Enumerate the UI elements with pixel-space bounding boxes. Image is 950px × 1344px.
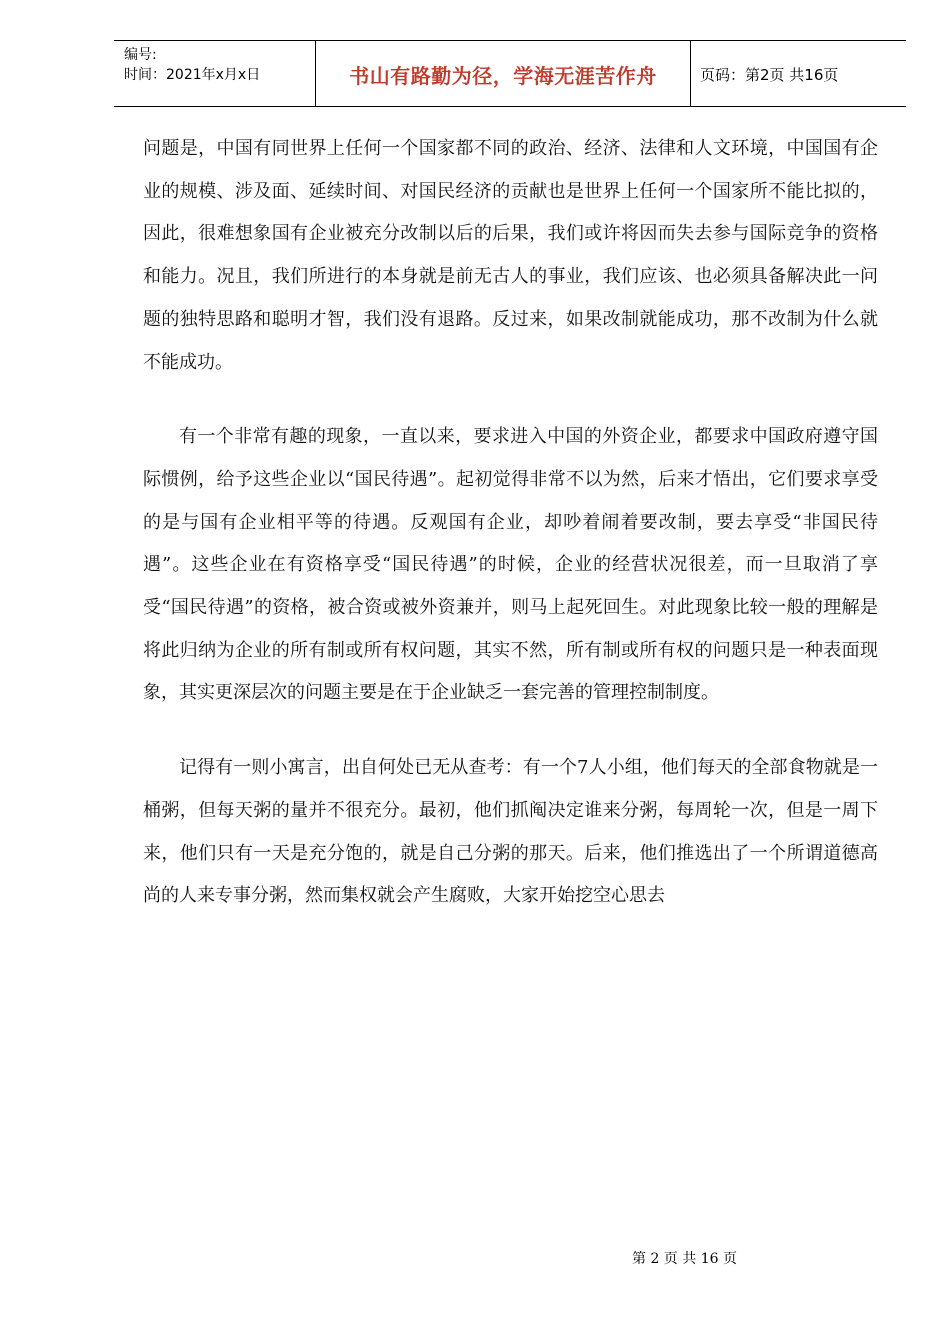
document-time-label: 时间：2021年x月x日 — [124, 67, 261, 83]
header-meta — [124, 45, 260, 85]
paragraph-3: 记得有一则小寓言，出自何处已无从查考：有一个7人小组，他们每天的全部食物就是一桶粥，但每天粥的量并不很充分。最初，他们抓阄决定谁来分粥，每周轮一次，但是一周下来，他们只有一天是充分饱的，就是自己分粥的那天。后来，他们推选出了一个所谓道德高尚的人来专事分粥，然而集权就会产生腐败，大家开始挖空心思去 — [143, 757, 878, 907]
header-page-info: 页码：第2页 共16页 — [700, 65, 839, 84]
document-number-label: 编号: — [124, 47, 157, 63]
page-footer: 第 2 页 共 16 页 — [632, 1251, 737, 1267]
page-header — [114, 40, 906, 107]
document-body — [143, 128, 878, 950]
paragraph-2: 有一个非常有趣的现象，一直以来，要求进入中国的外资企业，都要求中国政府遵守国际惯例，给予这些企业以“国民待遇”。起初觉得非常不以为然，后来才悟出，它们要求享受的是与国有企业相平等的待遇。反观国有企业，却吵着闹着要改制，要去享受“非国民待遇”。这些企业在有资格享受“国民待遇”的时候，企业的经营状况很差，而一旦取消了享受“国民待遇”的资格，被合资或被外资兼并，则马上起死回生。对此现象比较一般的理解是将此归纳为企业的所有制或所有权问题，其实不然，所有制或所有权的问题只是一种表面现象，其实更深层次的问题主要是在于企业缺乏一套完善的管理控制制度。 — [143, 426, 878, 704]
header-divider-right — [690, 41, 691, 106]
paragraph-1: 问题是，中国有同世界上任何一个国家都不同的政治、经济、法律和人文环境，中国国有企业的规模、涉及面、延续时间、对国民经济的贡献也是世界上任何一个国家所不能比拟的，因此，很难想象国有企业被充分改制以后的后果，我们或许将因而失去参与国际竞争的资格和能力。况且，我们所进行的本身就是前无古人的事业，我们应该、也必须具备解决此一问题的独特思路和聪明才智，我们没有退路。反过来，如果改制就能成功，那不改制为什么就不能成功。 — [143, 138, 878, 373]
header-motto: 书山有路勤为径，学海无涯苦作舟 — [349, 63, 657, 88]
